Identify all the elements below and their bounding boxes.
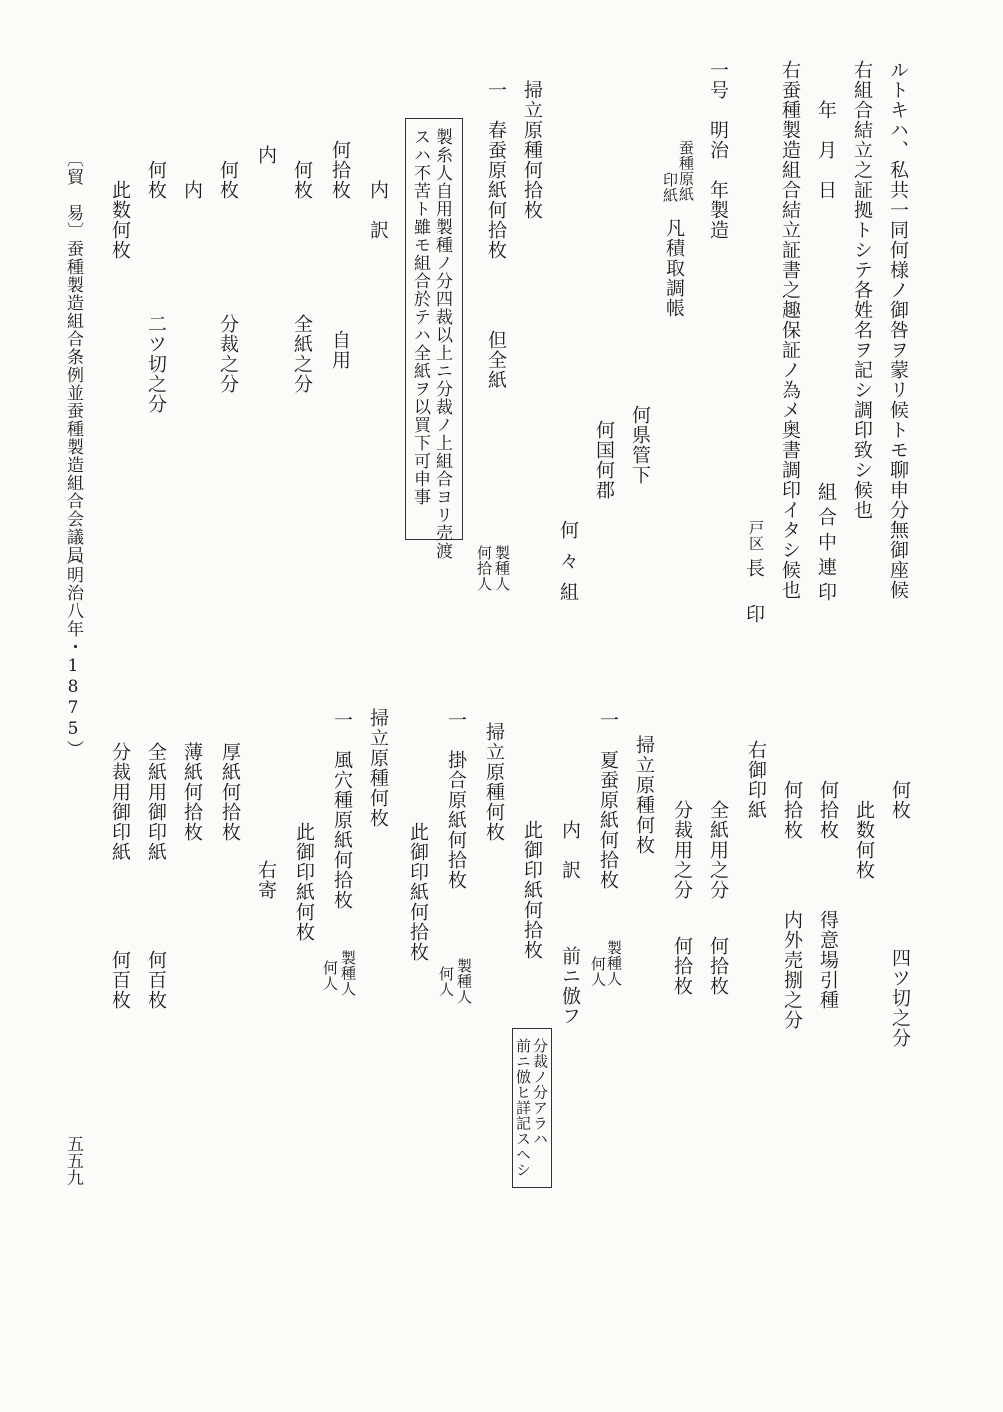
row4-count: 何枚 bbox=[145, 160, 167, 200]
l-c17: 此御印紙何枚 bbox=[293, 822, 315, 942]
form-number: 一号 明治 年製造 bbox=[707, 60, 729, 240]
stamp-label-2: 印紙 bbox=[661, 172, 679, 203]
row1-count: 何拾枚 bbox=[329, 140, 351, 200]
l-box-line-1: 分裁ノ分アラハ bbox=[531, 1038, 549, 1147]
l-c16-producers-count: 何人 bbox=[321, 960, 339, 991]
sub-breakdown-1: 内 bbox=[255, 145, 277, 165]
l-c1-count: 何枚 bbox=[889, 780, 911, 820]
stamp-label-1: 蚕種原紙 bbox=[677, 140, 695, 202]
footer-category: 〔貿 易〕 bbox=[63, 150, 83, 240]
l-c4-count: 何拾枚 bbox=[781, 780, 803, 840]
l-c20: 薄紙何拾枚 bbox=[181, 742, 203, 842]
l-c7-count: 何拾枚 bbox=[671, 936, 693, 996]
l-c4-label: 内外売捌之分 bbox=[781, 910, 803, 1030]
l-c9-producers-label: 製種人 bbox=[605, 940, 623, 987]
text-col-1: ルトキハ、私共一同何様ノ御咎ヲ蒙リ候トモ聊申分無御座候 bbox=[887, 60, 909, 600]
footer-title: 蚕種製造組合条例並蚕種製造組合会議局 bbox=[63, 240, 83, 564]
representative-seal: 組合中連印 bbox=[815, 482, 837, 607]
l-c11: 此御印紙何拾枚 bbox=[521, 820, 543, 960]
producers-count: 何拾人 bbox=[475, 545, 493, 592]
page-number: 五五九 bbox=[63, 1135, 83, 1186]
breakdown-heading: 内 訳 bbox=[367, 180, 389, 240]
group-name: 何々組 bbox=[557, 520, 579, 613]
l-c10-note: 前ニ倣フ bbox=[559, 946, 581, 1026]
l-c12: 掃立原種何枚 bbox=[483, 722, 505, 842]
l-c13-producers-label: 製種人 bbox=[455, 958, 473, 1005]
l-c10-heading: 内 訳 bbox=[559, 820, 581, 880]
producers-label: 製種人 bbox=[493, 545, 511, 592]
row2-count: 何枚 bbox=[291, 160, 313, 200]
row3-label: 分裁之分 bbox=[217, 314, 239, 394]
l-c9: 一 夏蚕原紙何拾枚 bbox=[597, 710, 619, 890]
row2-label: 全紙之分 bbox=[291, 314, 313, 394]
kocho-prefix: 戸区 bbox=[747, 520, 765, 551]
l-c16-producers-label: 製種人 bbox=[339, 950, 357, 997]
b2-note: 但全紙 bbox=[485, 330, 507, 390]
box-note-line-1: 製糸人自用製種ノ分四裁以上ニ分裁ノ上組合ヨリ売渡 bbox=[432, 128, 452, 560]
row1-label: 自用 bbox=[329, 330, 351, 370]
l-c16: 一 風穴種原紙何拾枚 bbox=[331, 710, 353, 910]
l-c21-label: 全紙用御印紙 bbox=[145, 742, 167, 862]
l-c22-label: 分裁用御印紙 bbox=[109, 742, 131, 862]
l-c1-label: 四ツ切之分 bbox=[889, 948, 911, 1048]
l-c6-label: 全紙用之分 bbox=[707, 800, 729, 900]
l-c19: 厚紙何拾枚 bbox=[219, 742, 241, 842]
l-c2: 此数何枚 bbox=[853, 800, 875, 880]
l-c13: 一 掛合原紙何拾枚 bbox=[445, 710, 467, 890]
row5-total: 此数何枚 bbox=[109, 180, 131, 260]
box-note-line-2: スハ不苦ト雖モ組合於テハ全紙ヲ以買下可申事 bbox=[410, 128, 430, 506]
l-c7-label: 分裁用之分 bbox=[671, 800, 693, 900]
row4-label: 二ツ切之分 bbox=[145, 314, 167, 414]
footer-year: （明治八年・1875） bbox=[63, 548, 83, 758]
l-c3-label: 得意場引種 bbox=[817, 910, 839, 1010]
l-box-line-2: 前ニ倣ヒ詳記スヘシ bbox=[514, 1038, 532, 1178]
date-line: 年 月 日 bbox=[815, 100, 837, 200]
text-col-2: 右組合結立之証拠トシテ各姓名ヲ記シ調印致シ候也 bbox=[851, 60, 873, 520]
b1-line: 掃立原種何拾枚 bbox=[521, 80, 543, 220]
l-c8: 掃立原種何枚 bbox=[633, 735, 655, 855]
l-c13-producers-count: 何人 bbox=[437, 966, 455, 997]
l-c5: 右御印紙 bbox=[745, 740, 767, 820]
b2-line: 一 春蚕原紙何拾枚 bbox=[485, 80, 507, 260]
l-c21-count: 何百枚 bbox=[145, 950, 167, 1010]
l-c14: 此御印紙何拾枚 bbox=[407, 822, 429, 962]
county: 何国何郡 bbox=[593, 420, 615, 500]
l-c9-producers-count: 何人 bbox=[589, 956, 607, 987]
ledger-title: 凡積取調帳 bbox=[663, 218, 685, 318]
row3-count: 何枚 bbox=[217, 160, 239, 200]
l-c22-count: 何百枚 bbox=[109, 950, 131, 1010]
l-c15: 掃立原種何枚 bbox=[367, 708, 389, 828]
l-c6-count: 何拾枚 bbox=[707, 936, 729, 996]
sub-breakdown-2: 内 bbox=[181, 180, 203, 200]
kocho-seal: 長 印 bbox=[743, 558, 765, 627]
l-c3-count: 何拾枚 bbox=[817, 780, 839, 840]
prefecture: 何県管下 bbox=[629, 405, 651, 485]
text-col-4: 右蚕種製造組合結立証書之趣保証ノ為メ奥書調印イタシ候也 bbox=[779, 60, 801, 600]
l-c18: 右寄 bbox=[255, 860, 277, 900]
